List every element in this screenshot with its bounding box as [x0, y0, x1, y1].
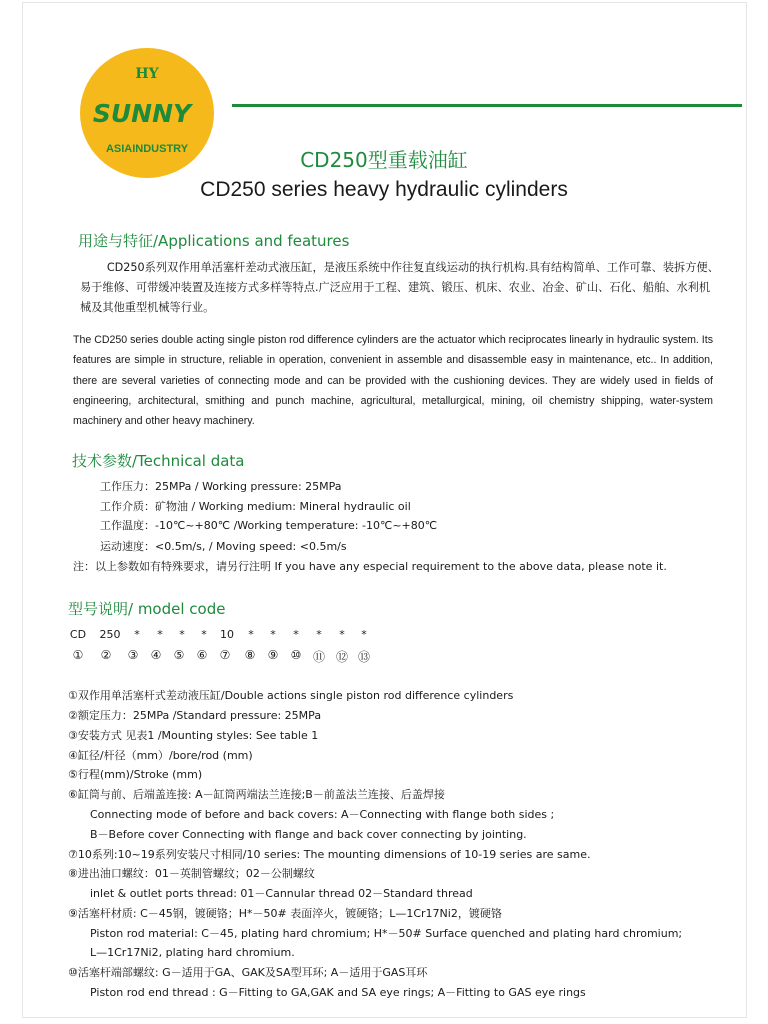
model-item: Piston rod end thread : G－Fitting to GA,GAK and SA eye rings; A－Fitting to GAS eye rings: [90, 986, 586, 999]
model-item: ①双作用单活塞杆式差动液压缸/Double actions single piston rod difference cylinders: [68, 689, 514, 702]
code-cell: 250: [99, 628, 121, 641]
tech-line: 工作介质：矿物油 / Working medium: Mineral hydraulic oil: [100, 500, 411, 513]
svg-text:HY: HY: [135, 66, 159, 82]
number-cell: ⑪: [312, 650, 326, 664]
code-cell: *: [270, 628, 276, 641]
tech-line: 运动速度：<0.5m/s, / Moving speed: <0.5m/s: [100, 540, 347, 553]
model-item: B－Before cover Connecting with flange and back cover connecting by jointing.: [90, 828, 527, 841]
code-cell: CD: [69, 628, 87, 641]
model-item: ②额定压力：25MPa /Standard pressure: 25MPa: [68, 709, 322, 722]
code-cell: *: [248, 628, 254, 641]
model-item: ⑥缸筒与前、后端盖连接: A－缸筒两端法兰连接;B－前盖法兰连接、后盖焊接: [68, 788, 445, 801]
model-item: ⑩活塞杆端部螺纹: G－适用于GA、GAK及SA型耳环; A－适用于GAS耳环: [68, 966, 428, 979]
tech-line: 工作温度：-10℃~+80℃ /Working temperature: -10℃~+80℃: [100, 519, 438, 532]
code-cell: *: [201, 628, 207, 641]
svg-text:ASIAINDUSTRY: ASIAINDUSTRY: [105, 143, 189, 155]
code-cell: *: [157, 628, 163, 641]
svg-text:SUNNY: SUNNY: [92, 99, 192, 128]
number-cell: ⑧: [244, 648, 256, 662]
model-item: ⑦10系列:10~19系列安装尺寸相同/10 series: The mounting dimensions of 10-19 series are same.: [68, 848, 591, 861]
section-heading-model: 型号说明/ model code: [68, 600, 226, 618]
model-item: L—1Cr17Ni2, plating hard chromium.: [90, 946, 295, 959]
code-cell: 10: [220, 628, 234, 641]
number-cell: ①: [72, 648, 84, 662]
number-cell: ⑩: [290, 648, 302, 662]
model-item: inlet & outlet ports thread: 01－Cannular thread 02－Standard thread: [90, 887, 473, 900]
code-cell: *: [134, 628, 140, 641]
number-cell: ⑦: [219, 648, 231, 662]
model-item: ④缸径/杆径（mm）/bore/rod (mm): [68, 749, 253, 762]
tech-note: 注：以上参数如有特殊要求，请另行注明 If you have any especial requirement to the above data, please note it.: [73, 560, 667, 573]
header-rule: [232, 104, 742, 107]
model-item: ③安装方式 见表1 /Mounting styles: See table 1: [68, 729, 319, 742]
tech-line: 工作压力：25MPa / Working pressure: 25MPa: [100, 480, 342, 493]
number-cell: ②: [100, 648, 112, 662]
code-cell: *: [293, 628, 299, 641]
code-cell: *: [361, 628, 367, 641]
number-cell: ⑥: [196, 648, 208, 662]
number-cell: ⑤: [173, 648, 185, 662]
model-item: Piston rod material: C－45, plating hard chromium; H*－50# Surface quenched and plating hard chromium;: [90, 927, 683, 940]
number-cell: ⑫: [335, 650, 349, 664]
number-cell: ⑨: [267, 648, 279, 662]
model-item: Connecting mode of before and back covers: A－Connecting with flange both sides ;: [90, 808, 555, 821]
number-cell: ④: [150, 648, 162, 662]
code-cell: *: [179, 628, 185, 641]
model-item: ⑧进出油口螺纹：01－英制管螺纹；02－公制螺纹: [68, 867, 315, 880]
code-cell: *: [339, 628, 345, 641]
model-item: ⑤行程(mm)/Stroke (mm): [68, 768, 203, 781]
title-english: CD250 series heavy hydraulic cylinders: [200, 178, 568, 201]
title-chinese: CD250型重载油缸: [300, 148, 468, 172]
applications-text-en: The CD250 series double acting single piston rod difference cylinders are the actuator which reciprocates linearly in hydraulic system. Its features are simple in structure, reliable in operation, convenient in assemble and disassemble easy in maintenance, etc.. In addition, there are several varieties of connecting mode and can be provided with the cushioning devices. They are widely used in fields of engineering, architectural, smithing and punch machine, agricultural, metallurgical, mining, oil chemistry shipping, water-system machinery and other heavy machinery.: [73, 334, 713, 428]
applications-text-cn: CD250系列双作用单活塞杆差动式液压缸，是液压系统中作往复直线运动的执行机构.具有结构简单、工作可靠、装拆方便、易于维修、可带缓冲装置及连接方式多样等特点.广泛应用于工程、建筑、锻压、机床、农业、冶金、矿山、石化、船舶、水利机械及其他重型机械等行业。: [80, 261, 719, 314]
number-cell: ③: [127, 648, 139, 662]
section-heading-technical: 技术参数/Technical data: [72, 452, 245, 470]
section-heading-applications: 用途与特征/Applications and features: [78, 232, 350, 250]
code-cell: *: [316, 628, 322, 641]
model-item: ⑨活塞杆材质: C－45钢，镀硬铬；H*－50# 表面淬火，镀硬铬；L—1Cr17Ni2，镀硬铬: [68, 907, 502, 920]
number-cell: ⑬: [357, 650, 371, 664]
